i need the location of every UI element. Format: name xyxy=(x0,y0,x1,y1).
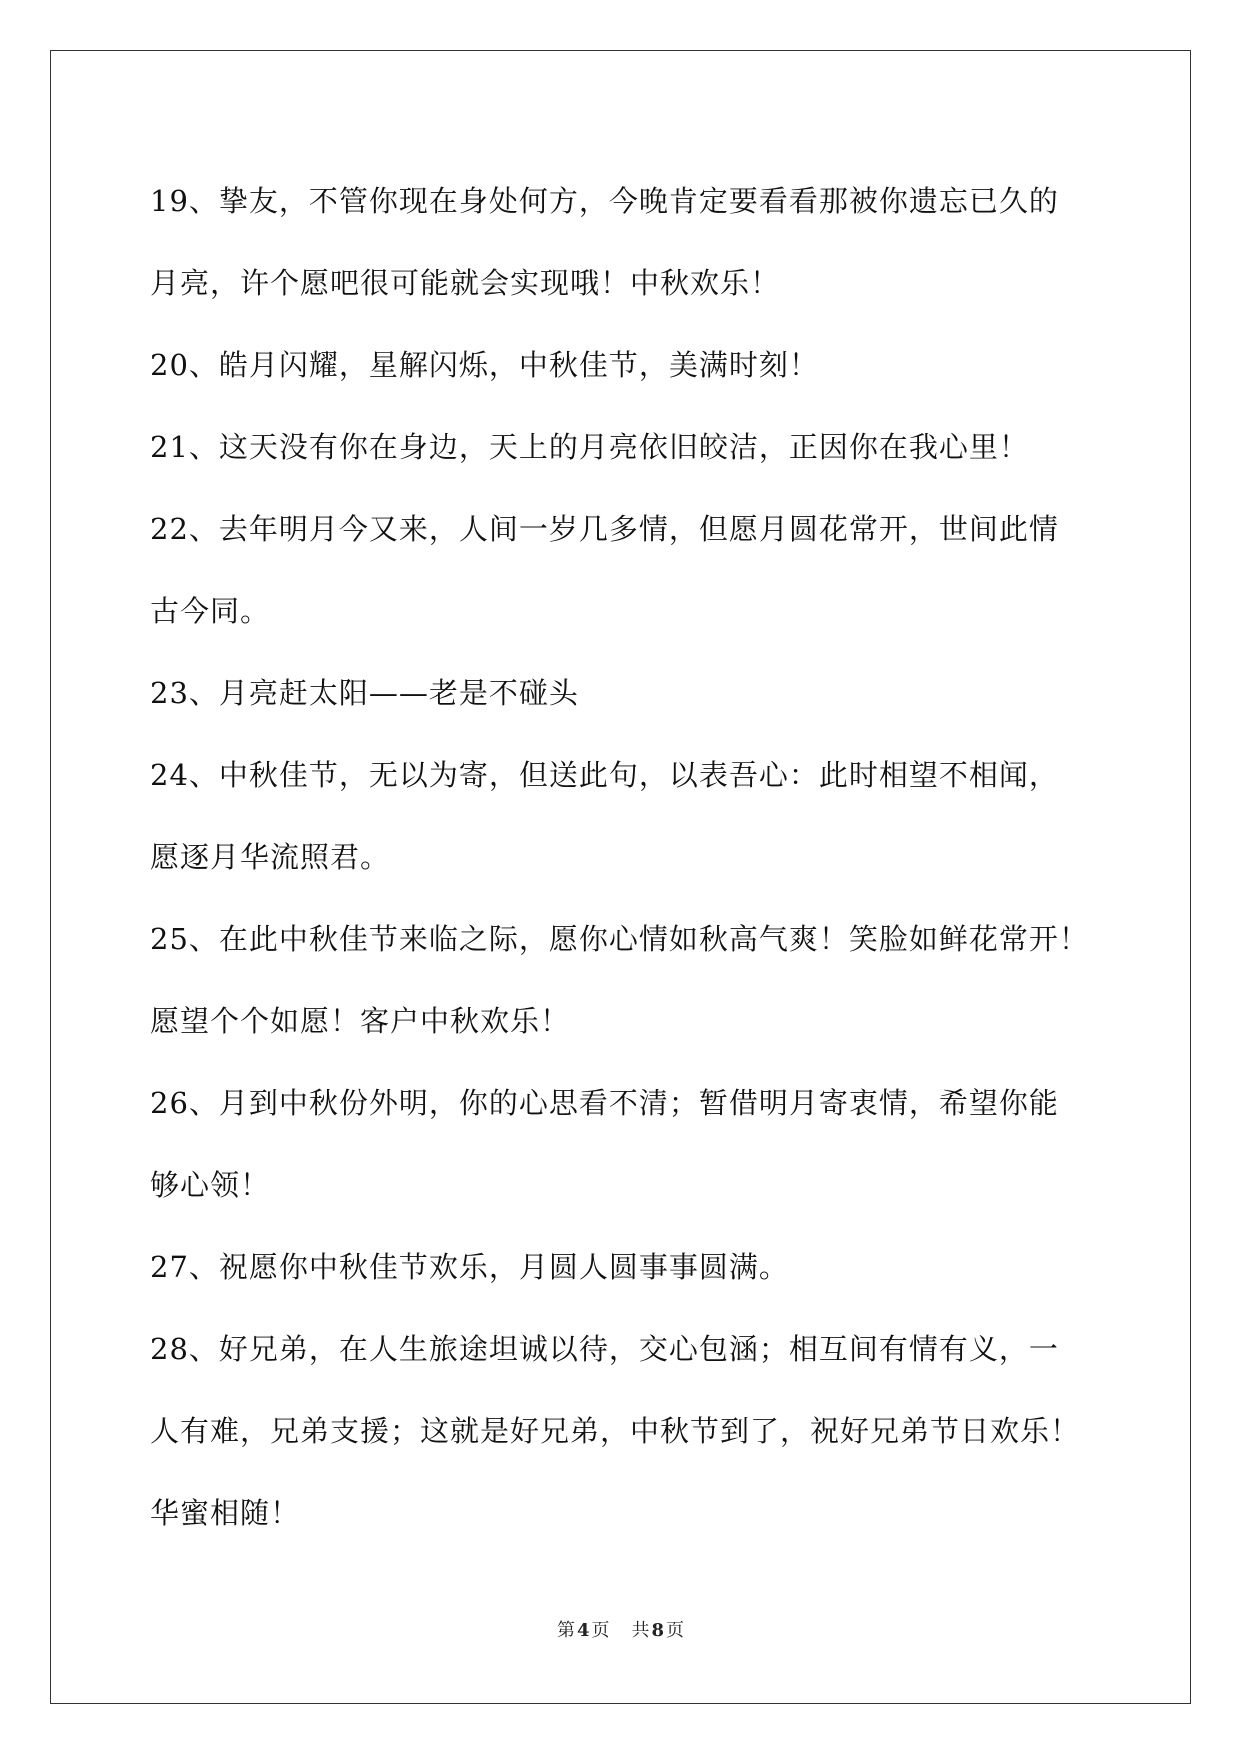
text-line: 28、好兄弟，在人生旅途坦诚以待，交心包涵；相互间有情有义，一 xyxy=(150,1332,1059,1366)
text-line: 22、去年明月今又来，人间一岁几多情，但愿月圆花常开，世间此情 xyxy=(150,512,1059,546)
text-line: 19、挚友，不管你现在身处何方，今晚肯定要看看那被你遗忘已久的 xyxy=(150,184,1059,218)
text-line: 21、这天没有你在身边，天上的月亮依旧皎洁，正因你在我心里！ xyxy=(150,430,1029,464)
document-body xyxy=(150,160,1100,1554)
text-line: 26、月到中秋份外明，你的心思看不清；暂借明月寄衷情，希望你能 xyxy=(150,1086,1059,1120)
total-suffix: 页 xyxy=(666,1620,685,1641)
page-prefix: 第 xyxy=(556,1620,575,1641)
text-line: 愿逐月华流照君。 xyxy=(150,840,391,874)
text-line: 23、月亮赶太阳——老是不碰头 xyxy=(150,676,579,710)
text-line: 25、在此中秋佳节来临之际，愿你心情如秋高气爽！笑脸如鲜花常开！ xyxy=(150,922,1089,956)
text-line: 华蜜相随！ xyxy=(150,1496,301,1530)
text-line: 愿望个个如愿！客户中秋欢乐！ xyxy=(150,1004,571,1038)
text-line: 24、中秋佳节，无以为寄，但送此句，以表吾心：此时相望不相闻， xyxy=(150,758,1059,792)
page-footer xyxy=(0,1616,1241,1642)
page-total: 8 xyxy=(651,1620,665,1641)
text-line: 20、皓月闪耀，星解闪烁，中秋佳节，美满时刻！ xyxy=(150,348,819,382)
text-line: 人有难，兄弟支援；这就是好兄弟，中秋节到了，祝好兄弟节日欢乐！ xyxy=(150,1414,1081,1448)
text-line: 27、祝愿你中秋佳节欢乐，月圆人圆事事圆满。 xyxy=(150,1250,789,1284)
text-line: 古今同。 xyxy=(150,594,271,628)
text-line: 够心领！ xyxy=(150,1168,271,1202)
total-prefix: 共 xyxy=(631,1620,650,1641)
page-suffix: 页 xyxy=(591,1620,610,1641)
page-current: 4 xyxy=(576,1620,590,1641)
text-line: 月亮，许个愿吧很可能就会实现哦！中秋欢乐！ xyxy=(150,266,781,300)
